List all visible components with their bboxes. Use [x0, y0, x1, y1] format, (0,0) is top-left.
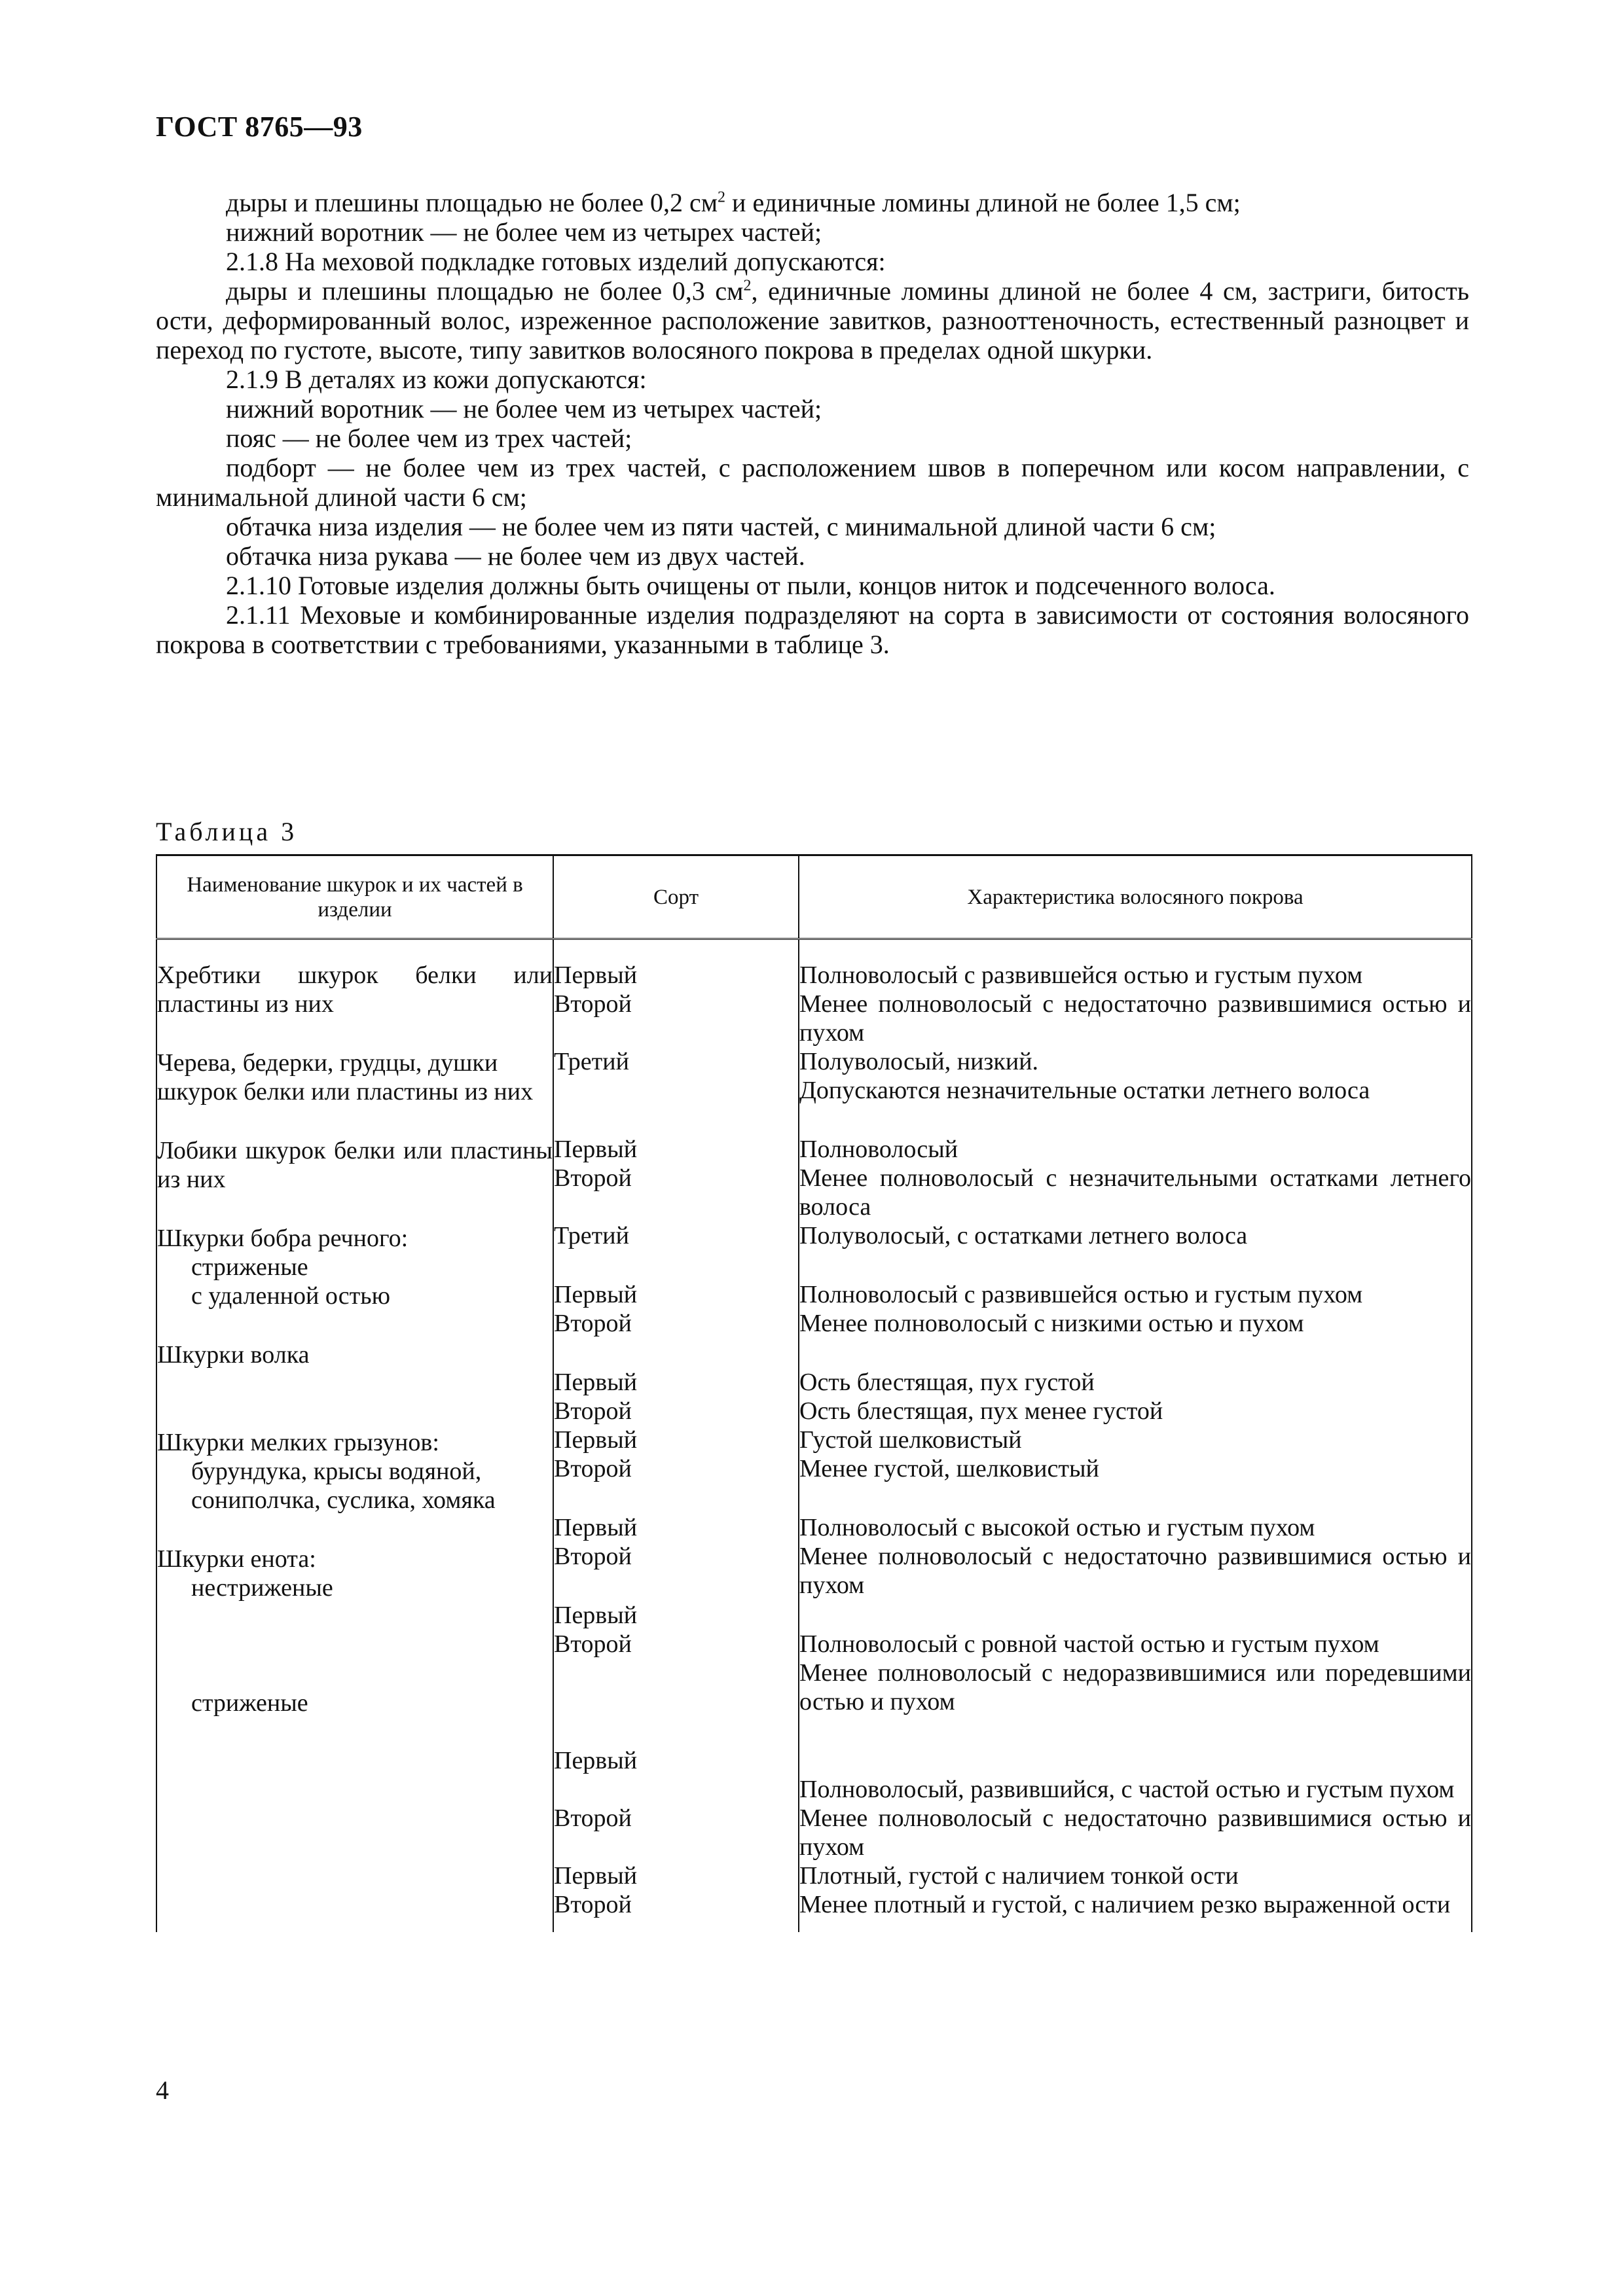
- fur-description: Густой шелковистый: [799, 1426, 1022, 1454]
- fur-description: Полуволосый, с остатками летнего волоса: [799, 1222, 1248, 1249]
- paragraph: пояс — не более чем из трех частей;: [226, 423, 632, 453]
- grade: Второй: [554, 1891, 632, 1918]
- paragraph: 2.1.11 Меховые и комбинированные изделия подразделяют на сорта в зависимости от состояния волосяного покрова в соответствии с требованиями, указанными в таблице 3.: [156, 600, 1469, 659]
- skin-name: Лобики шкурок белки или пластины из них: [157, 1137, 553, 1193]
- column-header: Наименование шкурок и их частей в изделии: [156, 855, 553, 939]
- page-number: 4: [156, 2075, 169, 2105]
- grade: Второй: [554, 990, 632, 1018]
- fur-description: Ость блестящая, пух менее густой: [799, 1397, 1163, 1425]
- grade: Второй: [554, 1397, 632, 1425]
- paragraph: 2.1.8 На меховой подкладке готовых изделий допускаются:: [226, 247, 886, 276]
- fur-description: Полноволосый с ровной частой остью и густым пухом: [799, 1630, 1379, 1658]
- grade: Первый: [554, 1426, 638, 1454]
- grade: Третий: [554, 1222, 629, 1249]
- column-header: Сорт: [553, 855, 799, 939]
- fur-description: Менее полноволосый с недостаточно развившимися остью и пухом: [799, 1543, 1471, 1599]
- paragraph: нижний воротник — не более чем из четырех частей;: [226, 217, 822, 247]
- grade: Третий: [554, 1048, 629, 1075]
- skin-subtype: нестриженые: [191, 1574, 333, 1602]
- paragraph: 2.1.10 Готовые изделия должны быть очищены от пыли, концов ниток и подсеченного волоса.: [226, 571, 1275, 600]
- table-3: [156, 854, 1471, 1932]
- grade: Первый: [554, 961, 638, 989]
- name-cell: [156, 939, 553, 1933]
- skin-name: Шкурки волка: [157, 1341, 310, 1369]
- grade: Второй: [554, 1455, 632, 1482]
- fur-description: Менее полноволосый с недостаточно развившимися остью и пухом: [799, 1804, 1471, 1861]
- paragraph: дыры и плешины площадью не более 0,2 $см^2$ и единичные ломины длиной не более 1,5 см;: [226, 188, 1241, 217]
- description-cell: [799, 939, 1472, 1933]
- fur-description: Ость блестящая, пух густой: [799, 1369, 1095, 1396]
- fur-description: Полноволосый с высокой остью и густым пухом: [799, 1514, 1315, 1541]
- table-row: [156, 939, 1472, 1933]
- body-text: [156, 188, 1469, 659]
- grade: Первый: [554, 1862, 638, 1890]
- skin-name: Шкурки мелких грызунов:: [157, 1429, 439, 1456]
- grade: Второй: [554, 1630, 632, 1658]
- grade: Первый: [554, 1514, 638, 1541]
- paragraph: подборт — не более чем из трех частей, с расположением швов в поперечном или косом направлении, с минимальной длиной части 6 см;: [156, 453, 1469, 512]
- fur-description: Менее густой, шелковистый: [799, 1455, 1099, 1482]
- grade: Первый: [554, 1369, 638, 1396]
- fur-description: Полноволосый, развившийся, с частой остью и густым пухом: [799, 1776, 1455, 1803]
- fur-description: Полноволосый: [799, 1136, 958, 1163]
- fur-description: Полноволосый с развившейся остью и густым пухом: [799, 1281, 1363, 1308]
- skin-name: Шкурки бобра речного:: [157, 1225, 409, 1252]
- fur-description: Менее плотный и густой, с наличием резко выраженной ости: [799, 1891, 1451, 1918]
- fur-description: Менее полноволосый с незначительными остатками летнего волоса: [799, 1164, 1471, 1221]
- grade-table: [156, 854, 1472, 1932]
- fur-description: Менее полноволосый с недостаточно развившимися остью и пухом: [799, 990, 1471, 1047]
- table-caption: Таблица 3: [156, 817, 298, 846]
- grade: Первый: [554, 1602, 638, 1629]
- fur-description: Полуволосый, низкий.: [799, 1048, 1039, 1075]
- skin-name: Черева, бедерки, грудцы, душки шкурок белки или пластины из них: [157, 1049, 534, 1105]
- skin-subtype: стриженые: [191, 1689, 308, 1717]
- fur-description: Полноволосый с развившейся остью и густым пухом: [799, 961, 1363, 989]
- column-header: Характеристика волосяного покрова: [799, 855, 1472, 939]
- paragraph: обтачка низа изделия — не более чем из пяти частей, с минимальной длиной части 6 см;: [226, 512, 1216, 541]
- paragraph: обтачка низа рукава — не более чем из двух частей.: [226, 541, 805, 571]
- document-header: ГОСТ 8765—93: [156, 111, 363, 143]
- skin-name: Хребтики шкурок белки или пластины из них: [157, 961, 553, 1018]
- skin-name: Шкурки енота:: [157, 1545, 316, 1573]
- grade: Первый: [554, 1747, 638, 1774]
- paragraph: дыры и плешины площадью не более 0,3 $см^2$, единичные ломины длиной не более 4 см, застриги, битость ости, деформированный волос, изреженное расположение завитков, разнооттеночность, естественный разноцвет и переход по густоте, высоте, типу завитков волосяного покрова в пределах одной шкурки.: [156, 276, 1469, 365]
- grade: Второй: [554, 1543, 632, 1570]
- skin-subtype: с удаленной остью: [191, 1282, 390, 1310]
- paragraph: 2.1.9 В деталях из кожи допускаются:: [226, 365, 647, 394]
- grade: Второй: [554, 1310, 632, 1337]
- grade: Второй: [554, 1804, 632, 1832]
- grade-cell: [553, 939, 799, 1933]
- fur-description: Менее полноволосый с недоразвившимися или поредевшими остью и пухом: [799, 1659, 1471, 1715]
- fur-description: Плотный, густой с наличием тонкой ости: [799, 1862, 1239, 1890]
- grade: Первый: [554, 1136, 638, 1163]
- skin-subtype: стриженые: [191, 1253, 308, 1281]
- skin-subtype: бурундука, крысы водяной, сониполчка, суслика, хомяка: [191, 1458, 496, 1514]
- table-header-row: [156, 855, 1472, 939]
- fur-description: Допускаются незначительные остатки летнего волоса: [799, 1077, 1370, 1104]
- grade: Первый: [554, 1281, 638, 1308]
- grade: Второй: [554, 1164, 632, 1192]
- fur-description: Менее полноволосый с низкими остью и пухом: [799, 1310, 1304, 1337]
- paragraph: нижний воротник — не более чем из четырех частей;: [226, 394, 822, 423]
